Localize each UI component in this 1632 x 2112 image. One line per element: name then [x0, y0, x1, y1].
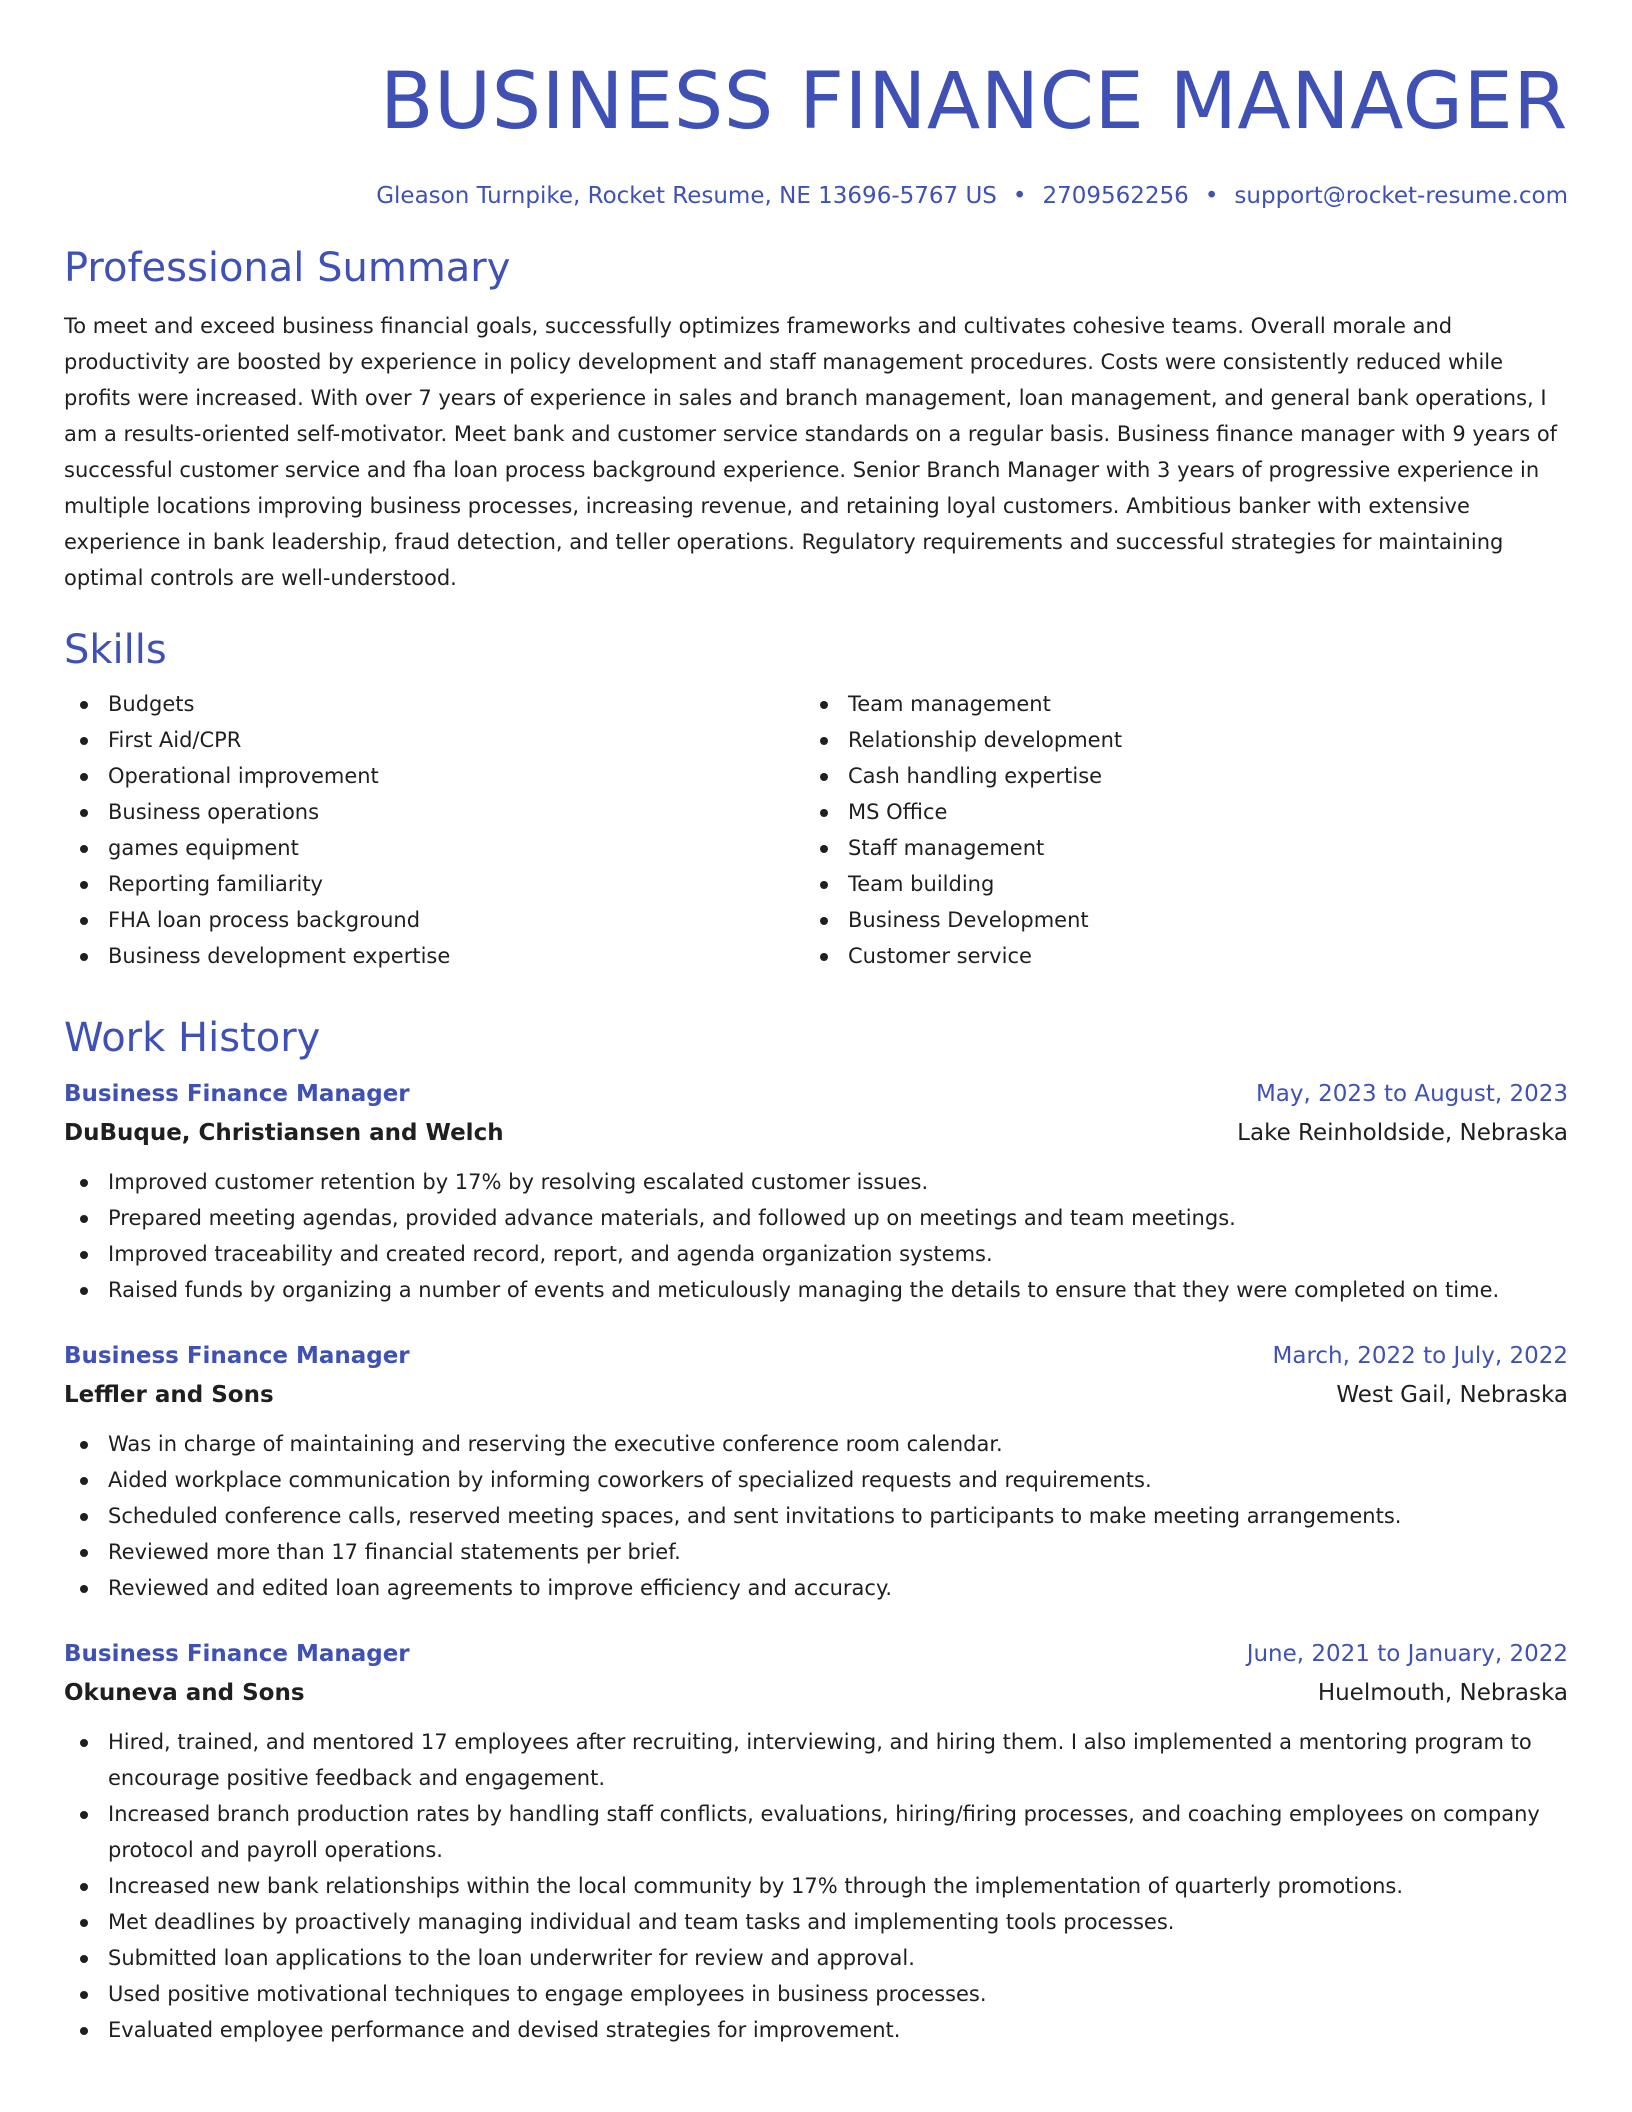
skill-item: Reporting familiarity	[64, 866, 804, 902]
job-bullet: Raised funds by organizing a number of events and meticulously managing the details to ensure that they were completed on time.	[64, 1272, 1568, 1308]
job-bullet: Aided workplace communication by informing coworkers of specialized requests and requirements.	[64, 1462, 1568, 1498]
skill-item: Business development expertise	[64, 938, 804, 974]
skill-item: games equipment	[64, 830, 804, 866]
job-location: West Gail, Nebraska	[1336, 1382, 1568, 1408]
skill-item: MS Office	[804, 794, 1544, 830]
skill-item: Relationship development	[804, 722, 1544, 758]
skill-item: First Aid/CPR	[64, 722, 804, 758]
job-bullet: Increased branch production rates by handling staff conflicts, evaluations, hiring/firing processes, and coaching employees on company protocol and payroll operations.	[64, 1796, 1568, 1868]
skills-column-left	[64, 686, 804, 974]
skills-column-right	[804, 686, 1544, 974]
skill-item: Cash handling expertise	[804, 758, 1544, 794]
job-dates: March, 2022 to July, 2022	[1272, 1343, 1568, 1369]
job-bullet: Increased new bank relationships within the local community by 17% through the implementation of quarterly promotions.	[64, 1868, 1568, 1904]
job-bullet: Submitted loan applications to the loan underwriter for review and approval.	[64, 1940, 1568, 1976]
skill-item: Operational improvement	[64, 758, 804, 794]
job-bullet: Reviewed and edited loan agreements to improve efficiency and accuracy.	[64, 1570, 1568, 1606]
skill-item: Customer service	[804, 938, 1544, 974]
job-company: DuBuque, Christiansen and Welch	[64, 1120, 504, 1146]
work-history-heading: Work History	[64, 1015, 321, 1061]
job-bullets	[64, 1426, 1568, 1606]
contact-email[interactable]: support@rocket-resume.com	[1234, 183, 1568, 209]
job-entry	[64, 1074, 1568, 1308]
contact-address: Gleason Turnpike, Rocket Resume, NE 13696-5767 US	[376, 183, 997, 209]
job-company-row	[64, 1114, 1568, 1152]
job-bullet: Met deadlines by proactively managing individual and team tasks and implementing tools processes.	[64, 1904, 1568, 1940]
job-company: Okuneva and Sons	[64, 1680, 305, 1706]
job-bullet: Improved traceability and created record, report, and agenda organization systems.	[64, 1236, 1568, 1272]
job-bullets	[64, 1164, 1568, 1308]
job-bullet: Was in charge of maintaining and reserving the executive conference room calendar.	[64, 1426, 1568, 1462]
job-bullet: Evaluated employee performance and devised strategies for improvement.	[64, 2012, 1568, 2048]
contact-separator: •	[1204, 183, 1219, 209]
job-title: Business Finance Manager	[64, 1641, 410, 1667]
summary-heading: Professional Summary	[64, 245, 511, 291]
contact-separator: •	[1012, 183, 1027, 209]
skill-item: Team management	[804, 686, 1544, 722]
skills-list	[64, 686, 1568, 974]
job-dates: May, 2023 to August, 2023	[1255, 1081, 1568, 1107]
skill-item: FHA loan process background	[64, 902, 804, 938]
job-title-row	[64, 1634, 1568, 1674]
job-company-row	[64, 1376, 1568, 1414]
skill-item: Business operations	[64, 794, 804, 830]
skills-heading: Skills	[64, 627, 167, 673]
job-bullet: Prepared meeting agendas, provided advance materials, and followed up on meetings and team meetings.	[64, 1200, 1568, 1236]
job-title-row	[64, 1336, 1568, 1376]
job-title: Business Finance Manager	[64, 1343, 410, 1369]
skill-item: Team building	[804, 866, 1544, 902]
job-company-row	[64, 1674, 1568, 1712]
job-bullet: Scheduled conference calls, reserved meeting spaces, and sent invitations to participants to make meeting arrangements.	[64, 1498, 1568, 1534]
job-title-row	[64, 1074, 1568, 1114]
resume-header	[64, 52, 1568, 212]
job-entry	[64, 1634, 1568, 2048]
job-location: Huelmouth, Nebraska	[1317, 1680, 1568, 1706]
job-bullet: Hired, trained, and mentored 17 employees after recruiting, interviewing, and hiring them. I also implemented a mentoring program to encourage positive feedback and engagement.	[64, 1724, 1568, 1796]
job-dates: June, 2021 to January, 2022	[1246, 1641, 1568, 1667]
job-company: Leffler and Sons	[64, 1382, 274, 1408]
summary-text: To meet and exceed business financial goals, successfully optimizes frameworks and cultivates cohesive teams. Overall morale and productivity are boosted by experience in policy development and staff management procedures. Costs were consistently reduced while profits were increased. With over 7 years of experience in sales and branch management, loan management, and general bank operations, I am a results-oriented self-motivator. Meet bank and customer service standards on a regular basis. Business finance manager with 9 years of successful customer service and fha loan process background experience. Senior Branch Manager with 3 years of progressive experience in multiple locations improving business processes, increasing revenue, and retaining loyal customers. Ambitious banker with extensive experience in bank leadership, fraud detection, and teller operations. Regulatory requirements and successful strategies for maintaining optimal controls are well-understood.	[64, 314, 1558, 590]
job-bullet: Used positive motivational techniques to engage employees in business processes.	[64, 1976, 1568, 2012]
contact-phone: 2709562256	[1042, 183, 1189, 209]
job-bullets	[64, 1724, 1568, 2048]
job-bullet: Reviewed more than 17 financial statements per brief.	[64, 1534, 1568, 1570]
skill-item: Business Development	[804, 902, 1544, 938]
contact-line	[64, 180, 1568, 212]
job-bullet: Improved customer retention by 17% by resolving escalated customer issues.	[64, 1164, 1568, 1200]
skill-item: Budgets	[64, 686, 804, 722]
resume-name: BUSINESS FINANCE MANAGER	[380, 57, 1568, 147]
job-title: Business Finance Manager	[64, 1081, 410, 1107]
skill-item: Staff management	[804, 830, 1544, 866]
job-entry	[64, 1336, 1568, 1606]
job-location: Lake Reinholdside, Nebraska	[1237, 1120, 1568, 1146]
